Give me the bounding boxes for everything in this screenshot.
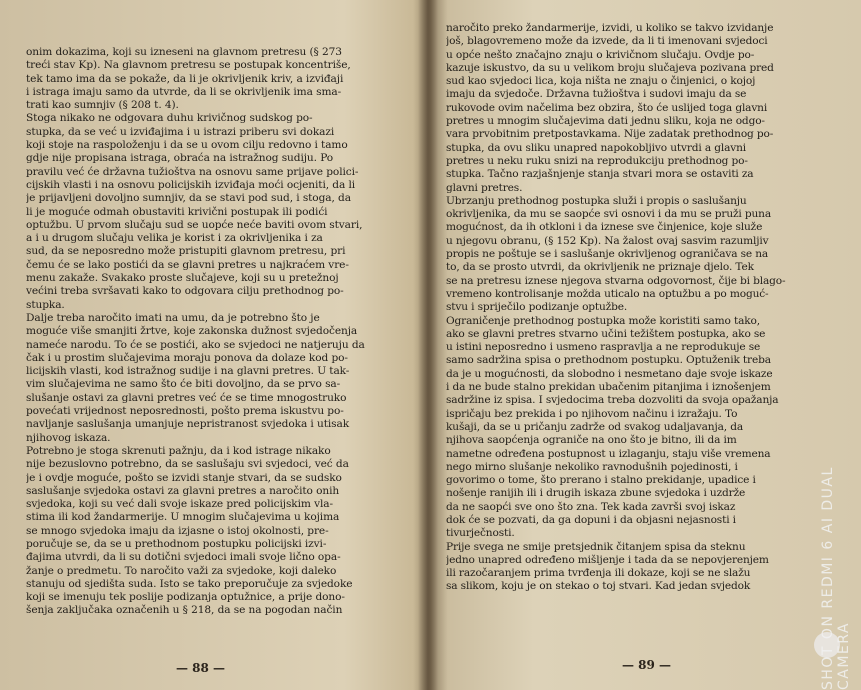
left-page: [26, 46, 408, 618]
text-line: vara prvobitnim pretpostavkama. Nije zadatak prethodnog po-: [446, 128, 774, 141]
text-line: đajima utvrdi, da li su dotični svjedoci imali svoje lično opa-: [26, 551, 341, 564]
text-line: svjedoka, koji su već dali svoje iskaze pred policijskim vla-: [26, 498, 333, 511]
text-line: još, blagovremeno može da izvede, da li ti imenovani svjedoci: [446, 35, 768, 48]
text-line: u istini neposredno i usmeno raspravlja a ne reprodukuje se: [446, 341, 761, 354]
text-line: da je u mogućnosti, da slobodno i nesmetano daje svoje iskaze: [446, 367, 773, 380]
text-line: samo sadržina spisa o prethodnom postupku. Optuženik treba: [446, 354, 771, 367]
text-line: Prije svega ne smije pretsjednik čitanjem spisa da steknu: [446, 540, 746, 553]
text-line: optužbu. U prvom slučaju sud se uopće neće baviti ovom stvari,: [26, 218, 363, 231]
text-line: pretres u mnogim slučajevima dati jednu sliku, koja ne odgo-: [446, 115, 765, 128]
text-line: ako se glavni pretres stvarno učini težištem postupka, ako se: [446, 327, 766, 340]
text-line: onim dokazima, koji su izneseni na glavnom pretresu (§ 273: [26, 46, 342, 58]
text-line: dok će se pozvati, da ga dopuni i da objasni nejasnosti i: [446, 513, 736, 526]
text-line: sa slikom, koju je on stekao o toj stvari. Kad jedan svjedok: [446, 580, 751, 593]
text-line: gdje nije propisana istraga, obraća na istražnog sudiju. Po: [26, 152, 334, 165]
right-page-number: — 89 —: [622, 658, 672, 672]
text-line: i istraga imaju samo da utvrde, da li se okrivljenik ima sma-: [26, 85, 342, 98]
text-line: stvu i spriječilo podizanje optužbe.: [446, 301, 628, 314]
text-line: pretres u neku ruku snizi na reprodukciju prethodnog po-: [446, 154, 748, 167]
text-line: moguće više smanjiti žrtve, koje zakonska dužnost svjedočenja: [26, 325, 358, 338]
text-line: nije bezuslovno potrebno, da se saslušaju svi svjedoci, već da: [26, 458, 349, 471]
text-line: i da ne bude stalno prekidan ubačenim pitanjima i iznošenjem: [446, 381, 771, 394]
text-line: stupka.: [26, 298, 65, 311]
text-line: nameće narodu. To će se postići, ako se svjedoci ne natjeruju da: [26, 338, 365, 351]
text-line: stupka. Tačno razjašnjenje stanja stvari mora se ostaviti za: [446, 168, 754, 181]
text-line: sud kao svjedoci lica, koja ništa ne znaju o činjenici, o kojoj: [446, 75, 756, 88]
text-line: stupka, da se već u izviđajima i u istrazi priberu svi dokazi: [26, 125, 335, 138]
text-line: je i ovdje moguće, pošto se izvidi stanje stvari, da se sudsko: [26, 471, 342, 484]
text-line: kušaji, da se u pričanju zadrže od svakog udaljavanja, da: [446, 420, 743, 433]
text-line: jedno unapred određeno mišljenje i tada da se nepovjerenjem: [446, 553, 769, 566]
text-line: sadržine iz spisa. I svjedocima treba dozvoliti da svoja opažanja: [446, 394, 779, 407]
text-line: koji se imenuju tek poslije podizanja optužnice, a prije dono-: [26, 591, 345, 604]
text-line: nego mirno slušanje nekoliko ravnodušnih pojedinosti, i: [446, 460, 738, 473]
text-line: koji stoje na raspoloženju i da se u ovom cilju redovno i tamo: [26, 139, 348, 152]
text-line: stima ili kod žandarmerije. U mnogim slučajevima u kojima: [26, 511, 340, 524]
text-line: saslušanje svjedoka ostavi za glavni pretres a naročito onih: [26, 484, 340, 497]
text-line: nošenje ranijih ili i drugih iskaza zbune svjedoka i uzdrže: [446, 487, 746, 500]
text-line: njihova saopćenja ograniče na ono što je bitno, ili da im: [446, 434, 737, 447]
text-line: da ne saopći sve ono što zna. Tek kada završi svoj iskaz: [446, 500, 736, 513]
text-line: Ubrzanju prethodnog postupka služi i propis o saslušanju: [446, 194, 747, 207]
text-line: pravilu već će državna tužioštva na osnovu same prijave polici-: [26, 165, 359, 178]
text-line: vremeno kontrolisanje možda uticalo na optužbu a po moguć-: [446, 287, 769, 300]
text-line: stupka, da ovu sliku unapred napokobljivo utvrdi a glavni: [446, 141, 746, 154]
text-line: slušanje ostavi za glavni pretres već će se time mnogostruko: [26, 391, 347, 404]
text-line: govorimo o tome, što prerano i stalno prekidanje, upadice i: [446, 474, 756, 487]
text-line: glavni pretres.: [446, 181, 523, 194]
text-line: šenja zaključaka označenih u § 218, da se na pogodan način: [26, 604, 343, 617]
text-line: Dalje treba naročito imati na umu, da je potrebno što je: [26, 311, 320, 324]
text-line: poručuje se, da se u prethodnom postupku policijski izvi-: [26, 537, 327, 550]
text-line: rukovode ovim načelima bez obzira, što će uslijed toga glavni: [446, 101, 768, 114]
text-line: to, da se prosto utvrdi, da okrivljenik ne priznaje djelo. Tek: [446, 261, 754, 274]
right-page: [446, 22, 826, 594]
text-line: većini treba svršavati kako to odgovara cilju prethodnog po-: [26, 285, 344, 298]
text-line: menu zakaže. Svakako proste slučajeve, koji su u pretežnoj: [26, 272, 339, 285]
text-line: njihovog iskaza.: [26, 431, 111, 444]
text-line: žanje o predmetu. To naročito važi za svjedoke, koji daleko: [26, 564, 337, 577]
text-line: kazuje iskustvo, da su u velikom broju slučajeva pozivana pred: [446, 61, 774, 74]
text-line: tek tamo ima da se pokaže, da li je okrivljenik kriv, a izviđaji: [26, 72, 344, 85]
text-line: se mnogo svjedoka imaju da izjasne o istoj okolnosti, pre-: [26, 524, 329, 537]
text-line: imaju da svjedoče. Državna tužioštva i sudovi imaju da se: [446, 88, 747, 101]
text-line: ispričaju bez prekida i po njihovom načinu i izražaju. To: [446, 407, 738, 420]
camera-watermark: SHOT ON REDMI 6 AI DUAL CAMERA: [820, 466, 852, 690]
text-line: Stoga nikako ne odgovara duhu krivičnog sudskog po-: [26, 112, 313, 125]
text-line: je prijavljeni dovoljno sumnjiv, da se stavi pod sud, i stoga, da: [26, 192, 351, 205]
text-line: čemu će se lako postići da se glavni pretres u najkraćem vre-: [26, 258, 349, 271]
text-line: a i u drugom slučaju velika je korist i za okrivljenika i za: [26, 232, 323, 245]
text-line: se na pretresu iznese njegova stvarna odgovornost, čije bi blago-: [446, 274, 786, 287]
text-line: naročito preko žandarmerije, izvidi, u koliko se takvo izvidanje: [446, 22, 774, 34]
text-line: li je moguće odmah obustaviti krivični postupak ili podići: [26, 205, 328, 218]
text-line: Potrebno je stoga skrenuti pažnju, da i kod istrage nikako: [26, 444, 331, 457]
left-page-number: — 88 —: [176, 661, 226, 675]
text-line: navljanje saslušanja umanjuje nepristranost svjedoka i utisak: [26, 418, 350, 431]
text-line: u opće nešto značajno znaju o krivičnom slučaju. Ovdje po-: [446, 48, 755, 61]
text-line: ili razočaranjem prima tvrđenja ili dokaze, koji se ne slažu: [446, 567, 751, 580]
text-line: vim slučajevima ne samo što će biti dovoljno, da se prvo sa-: [26, 378, 341, 391]
text-line: propis ne poštuje se i saslušanje okrivljenog ograničava se na: [446, 248, 769, 261]
text-line: sud, da se neposredno može pristupiti glavnom pretresu, pri: [26, 245, 346, 258]
text-line: mogućnost, da ih otkloni i da iznese sve činjenice, koje služe: [446, 221, 763, 234]
text-line: stanuju od sjedišta suda. Isto se tako preporučuje za svjedoke: [26, 577, 353, 590]
text-line: treći stav Kp). Na glavnom pretresu se postupak koncentriše,: [26, 59, 351, 72]
text-line: u njegovu obranu, (§ 152 Kp). Na žalost ovaj sasvim razumljiv: [446, 234, 769, 247]
text-line: trati kao sumnjiv (§ 208 t. 4).: [26, 99, 179, 112]
text-line: okrivljenika, da mu se saopće svi osnovi i da mu se pruži puna: [446, 208, 772, 221]
text-line: povećati vrijednost neposrednosti, pošto prema iskustvu po-: [26, 405, 344, 418]
text-line: čak i u prostim slučajevima moraju ponova da dolaze kod po-: [26, 351, 348, 364]
text-line: nametne određena postupnost u izlaganju, staju više vremena: [446, 447, 771, 460]
text-line: cijskih vlasti i na osnovu policijskih izviđaja moći ocjeniti, da li: [26, 178, 356, 191]
text-line: licijskih vlasti, kod istražnog sudije i na glavni pretres. U tak-: [26, 365, 350, 378]
text-line: Ograničenje prethodnog postupka može koristiti samo tako,: [446, 314, 760, 327]
book-gutter: [418, 0, 438, 690]
text-line: tivurječnosti.: [446, 527, 515, 540]
